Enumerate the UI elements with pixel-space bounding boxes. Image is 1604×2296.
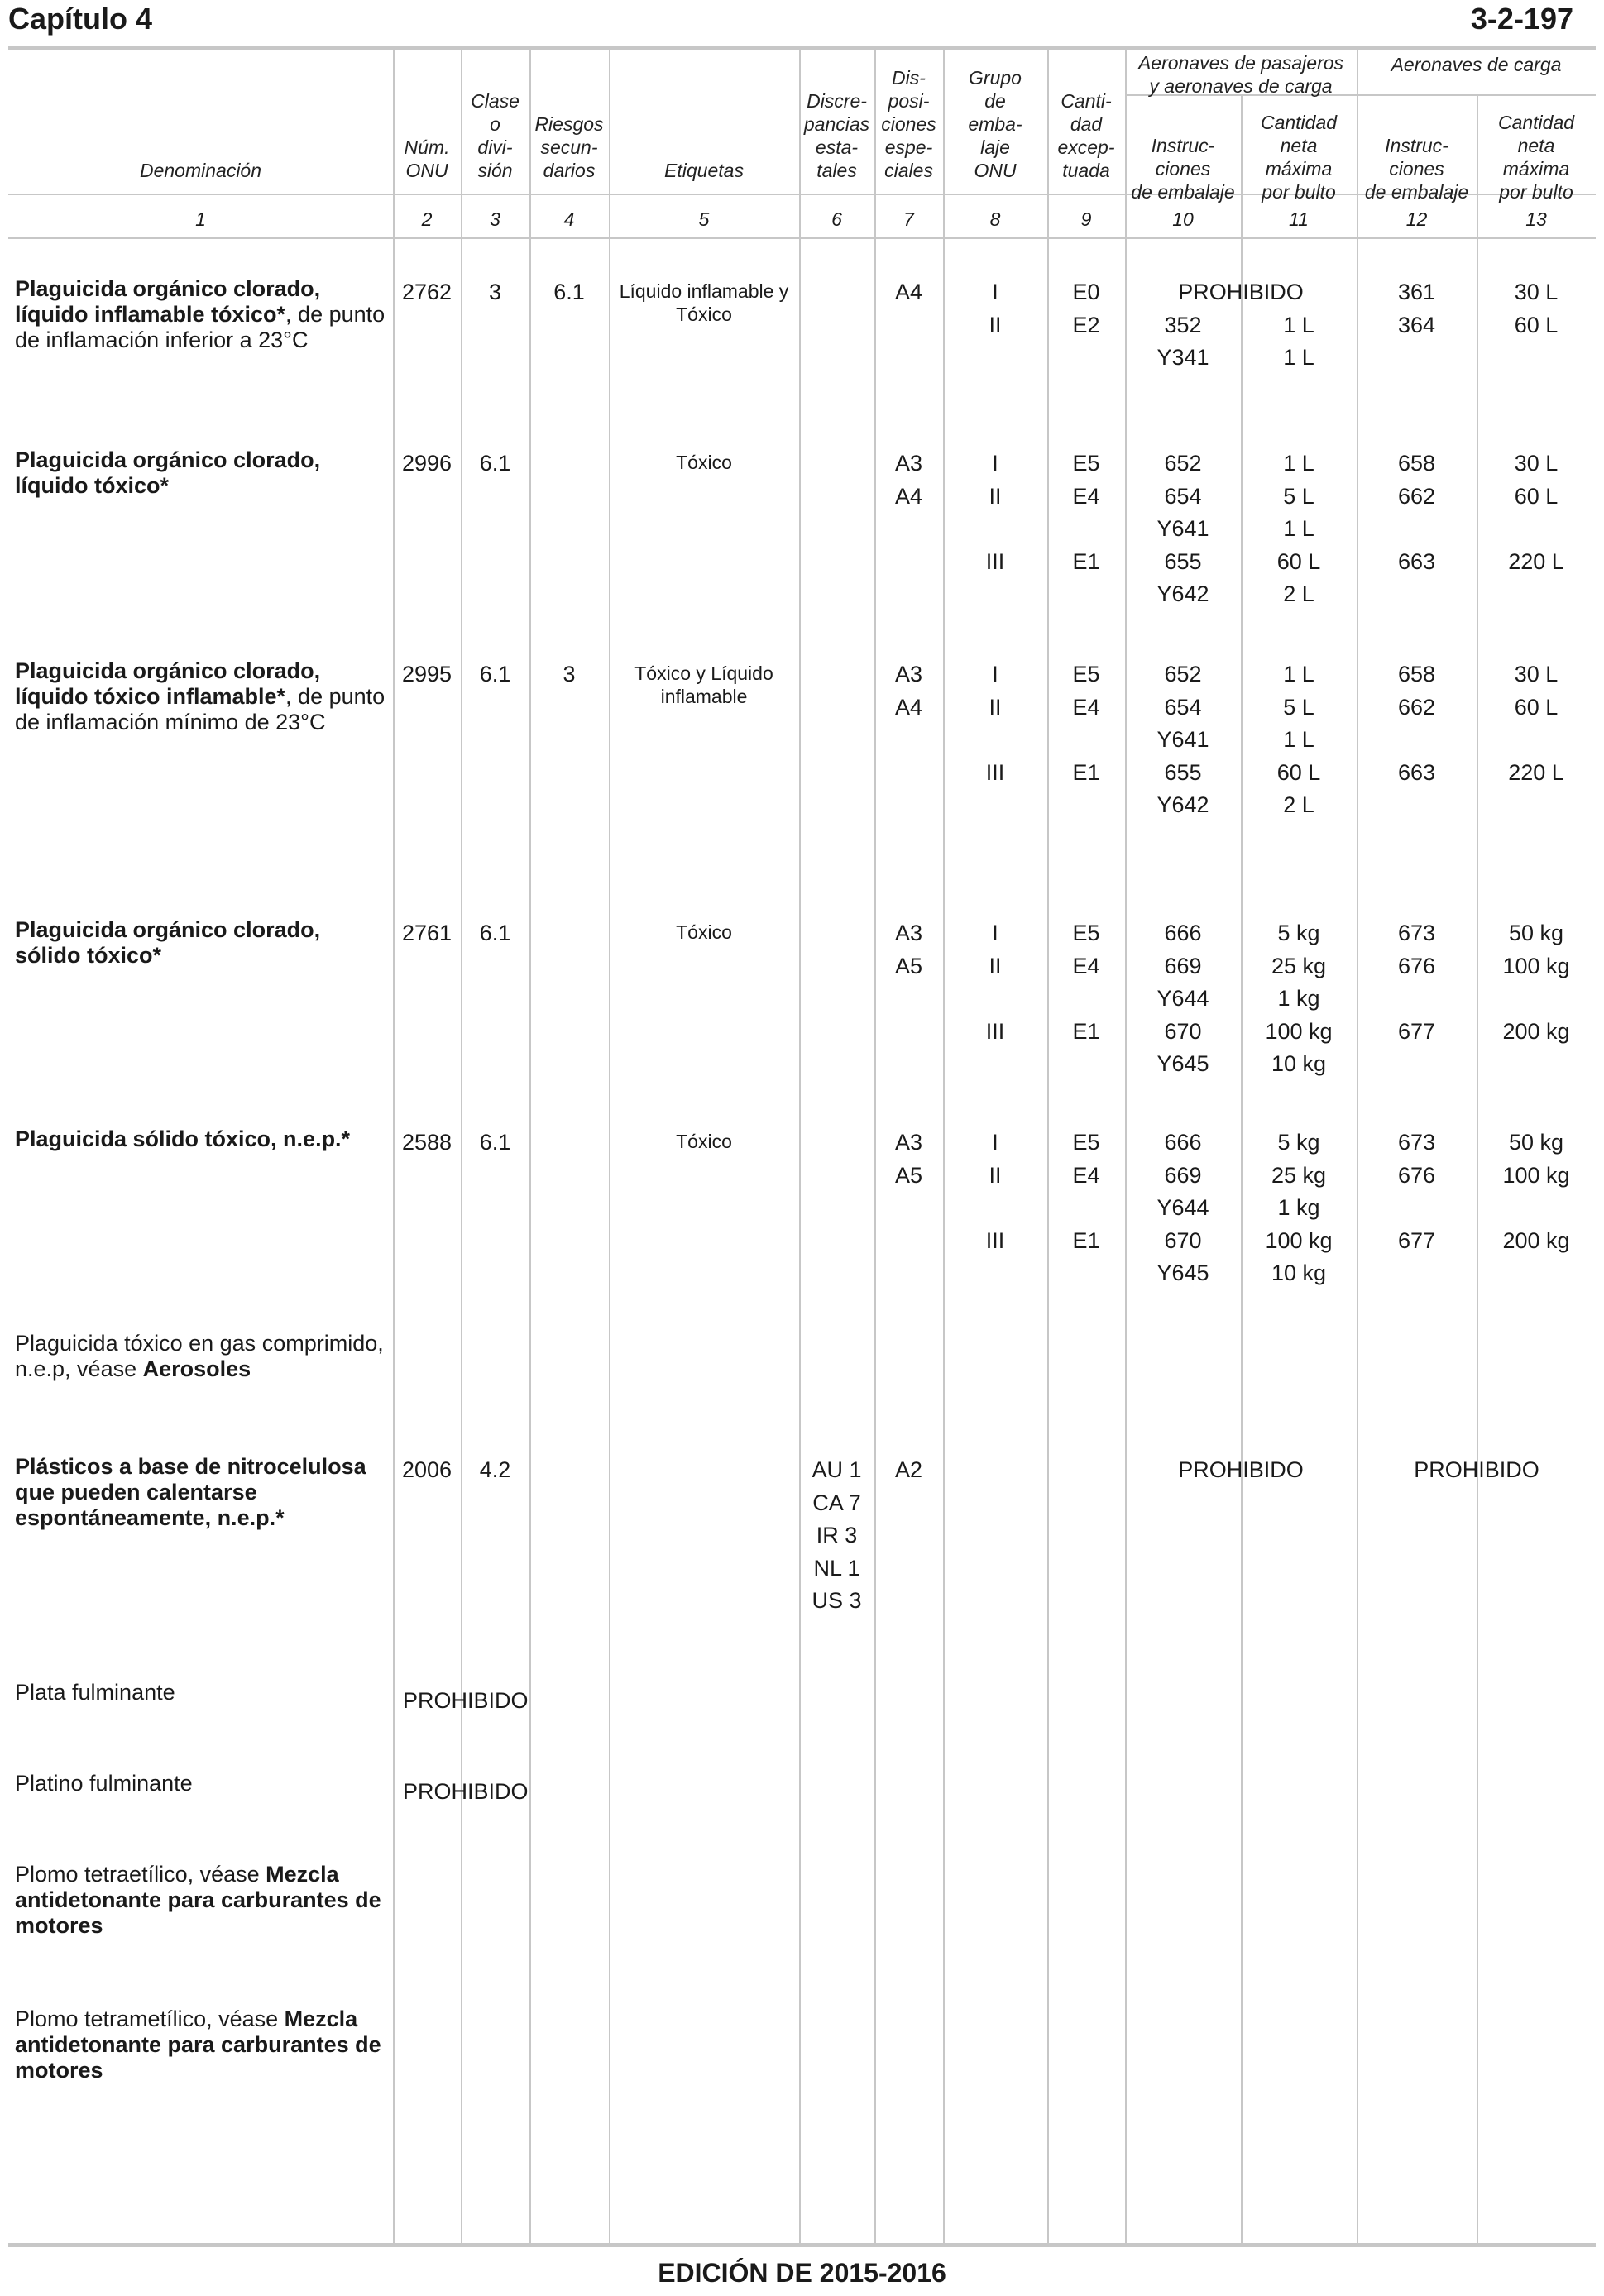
header-line: Grupo xyxy=(969,67,1022,88)
header-line: divi- xyxy=(477,136,513,158)
cargo-max-quantity: 30 L xyxy=(1514,451,1559,476)
header-line: Etiquetas xyxy=(664,160,744,181)
entry-name xyxy=(15,2007,391,2083)
col-header-pax-instructions xyxy=(1125,134,1241,203)
hazard-labels: Tóxico xyxy=(676,452,732,473)
header-line: pancias xyxy=(803,113,870,135)
passenger-max-quantity: 100 kg xyxy=(1265,1018,1333,1044)
passenger-packing-instruction: Y644 xyxy=(1156,1195,1209,1220)
cargo-packing-instruction: 677 xyxy=(1397,1227,1436,1253)
header-line: Canti- xyxy=(1061,90,1112,112)
entry-name-bold: Plaguicida orgánico clorado, líquido tóxico inflamable* xyxy=(15,658,321,709)
header-line: espe- xyxy=(884,136,933,158)
col-header-un xyxy=(393,136,461,182)
column-number: 5 xyxy=(698,208,710,230)
hazard-class: 6.1 xyxy=(479,921,511,945)
special-provision: A4 xyxy=(894,483,923,509)
cargo-max-quantity: 50 kg xyxy=(1508,1130,1564,1155)
excepted-quantity: E4 xyxy=(1072,953,1100,978)
col-header-passenger-cargo-group xyxy=(1125,51,1357,98)
passenger-prohibited: PROHIBIDO xyxy=(1178,1457,1304,1482)
header-line: dad xyxy=(1070,113,1103,135)
packing-group: II xyxy=(989,1162,1002,1188)
header-line: Instruc- xyxy=(1385,135,1448,156)
page-number: 3-2-197 xyxy=(1470,2,1573,36)
un-prohibited: PROHIBIDO xyxy=(403,1779,529,1804)
subsidiary-risk: 3 xyxy=(563,662,576,686)
entry-name-bold: Mezcla antidetonante para carburantes de motores xyxy=(15,2007,381,2083)
hazard-class: 4.2 xyxy=(479,1457,511,1482)
passenger-max-quantity: 60 L xyxy=(1276,548,1321,574)
header-line: ONU xyxy=(405,160,448,181)
passenger-packing-instruction: 652 xyxy=(1164,662,1202,686)
cargo-packing-instruction: 663 xyxy=(1397,548,1436,574)
excepted-quantity: E1 xyxy=(1072,759,1100,785)
bottom-rule xyxy=(8,2243,1596,2247)
entry-name xyxy=(15,1771,391,1796)
header-line: de xyxy=(984,90,1006,112)
cargo-packing-instruction: 658 xyxy=(1397,451,1436,476)
hazard-labels: Tóxico xyxy=(676,921,732,943)
state-variation: CA 7 xyxy=(812,1490,861,1515)
un-number: 2762 xyxy=(401,280,452,304)
cargo-packing-instruction: 676 xyxy=(1397,953,1436,978)
cargo-packing-instruction: 677 xyxy=(1397,1018,1436,1044)
state-variation: AU 1 xyxy=(812,1457,862,1482)
passenger-packing-instruction: Y644 xyxy=(1156,986,1209,1011)
header-line: Cantidad xyxy=(1260,112,1338,133)
cargo-max-quantity: 30 L xyxy=(1514,280,1559,304)
un-number: 2761 xyxy=(401,921,452,945)
cargo-max-quantity: 100 kg xyxy=(1502,953,1570,978)
passenger-max-quantity: 60 L xyxy=(1276,759,1321,785)
cargo-packing-instruction: 662 xyxy=(1397,483,1436,509)
cargo-max-quantity: 60 L xyxy=(1514,312,1559,337)
cargo-packing-instruction: 676 xyxy=(1397,1162,1436,1188)
col-header-class xyxy=(461,89,529,182)
state-variation: IR 3 xyxy=(816,1523,858,1547)
passenger-max-quantity: 1 L xyxy=(1283,662,1314,686)
header-line: Núm. xyxy=(404,136,450,158)
passenger-packing-instruction: Y641 xyxy=(1156,516,1209,541)
packing-group: III xyxy=(985,548,1005,574)
un-number: 2588 xyxy=(401,1130,452,1155)
excepted-quantity: E5 xyxy=(1072,451,1100,476)
header-line: tuada xyxy=(1062,160,1110,181)
passenger-max-quantity: 25 kg xyxy=(1271,1162,1327,1188)
passenger-prohibited: PROHIBIDO xyxy=(1178,280,1304,304)
header-line: Aeronaves de carga xyxy=(1391,54,1562,75)
header-line: darios xyxy=(543,160,596,181)
state-variation: NL 1 xyxy=(813,1555,860,1581)
passenger-packing-instruction: 352 xyxy=(1164,312,1202,337)
passenger-max-quantity: 1 L xyxy=(1283,451,1314,476)
cargo-max-quantity: 100 kg xyxy=(1502,1162,1570,1188)
un-number: 2996 xyxy=(401,451,452,476)
entry-name-text: Plaguicida tóxico en gas comprimido, n.e.p, véase xyxy=(15,1331,384,1381)
header-line: Aeronaves de pasajeros xyxy=(1137,52,1344,74)
passenger-packing-instruction: Y642 xyxy=(1156,792,1209,817)
excepted-quantity: E1 xyxy=(1072,1018,1100,1044)
header-line: o xyxy=(490,113,500,135)
special-provision: A4 xyxy=(894,694,923,720)
column-number: 7 xyxy=(903,208,914,230)
entry-name xyxy=(15,1680,391,1705)
header-line: máxima xyxy=(1265,158,1333,179)
column-number: 11 xyxy=(1289,208,1309,230)
packing-group: II xyxy=(989,953,1002,978)
entry-name-bold: Aerosoles xyxy=(142,1356,251,1381)
column-number: 2 xyxy=(421,208,433,230)
passenger-max-quantity: 10 kg xyxy=(1271,1260,1327,1285)
entry-name-bold: Mezcla antidetonante para carburantes de motores xyxy=(15,1862,381,1938)
packing-group: II xyxy=(989,483,1002,509)
excepted-quantity: E2 xyxy=(1072,312,1100,337)
excepted-quantity: E5 xyxy=(1072,662,1100,686)
column-number: 9 xyxy=(1080,208,1092,230)
header-line: ciales xyxy=(884,160,933,181)
header-line: Instruc- xyxy=(1151,135,1215,156)
header-line: ciones xyxy=(1389,158,1444,179)
state-variation: US 3 xyxy=(812,1588,862,1613)
excepted-quantity: E5 xyxy=(1072,921,1100,945)
special-provision: A3 xyxy=(894,921,923,945)
passenger-max-quantity: 2 L xyxy=(1283,792,1314,817)
passenger-max-quantity: 1 L xyxy=(1283,345,1314,370)
col-header-name xyxy=(8,159,393,182)
cargo-max-quantity: 220 L xyxy=(1508,548,1564,574)
column-number: 3 xyxy=(490,208,500,230)
passenger-max-quantity: 1 L xyxy=(1283,727,1314,752)
entry-name-text: Plomo tetraetílico, véase xyxy=(15,1862,266,1887)
chapter-title: Capítulo 4 xyxy=(8,2,153,36)
passenger-packing-instruction: 652 xyxy=(1164,451,1202,476)
excepted-quantity: E0 xyxy=(1072,280,1100,304)
cargo-max-quantity: 220 L xyxy=(1508,759,1564,785)
entry-name-text: Plomo tetrametílico, véase xyxy=(15,2007,285,2031)
header-line: excep- xyxy=(1057,136,1115,158)
entry-name-bold: Plaguicida orgánico clorado, líquido inflamable tóxico* xyxy=(15,276,321,327)
passenger-max-quantity: 100 kg xyxy=(1265,1227,1333,1253)
special-provision: A5 xyxy=(894,1162,923,1188)
column-number: 12 xyxy=(1405,208,1428,230)
hazard-labels: Líquido inflamable y Tóxico xyxy=(619,280,789,325)
cargo-packing-instruction: 662 xyxy=(1397,694,1436,720)
entry-name-bold: Plaguicida sólido tóxico, n.e.p.* xyxy=(15,1126,351,1151)
passenger-max-quantity: 1 L xyxy=(1283,516,1314,541)
un-prohibited: PROHIBIDO xyxy=(403,1688,529,1713)
excepted-quantity: E4 xyxy=(1072,483,1100,509)
special-provision: A3 xyxy=(894,1130,923,1155)
passenger-packing-instruction: 666 xyxy=(1164,921,1202,945)
column-number: 6 xyxy=(831,208,842,230)
cargo-prohibited: PROHIBIDO xyxy=(1414,1457,1539,1482)
un-number: 2995 xyxy=(401,662,452,686)
header-line: emba- xyxy=(968,113,1022,135)
header-line: esta- xyxy=(815,136,859,158)
passenger-packing-instruction: Y642 xyxy=(1156,581,1209,606)
col-header-special-provisions xyxy=(874,66,943,182)
hazard-class: 6.1 xyxy=(479,451,511,476)
col-header-pax-quantity xyxy=(1241,111,1357,203)
packing-group: II xyxy=(989,694,1002,720)
packing-group: III xyxy=(985,759,1005,785)
cargo-max-quantity: 30 L xyxy=(1514,662,1559,686)
header-line: y aeronaves de carga xyxy=(1149,75,1333,97)
entry-name-bold: Plásticos a base de nitrocelulosa que pueden calentarse espontáneamente, n.e.p.* xyxy=(15,1454,366,1530)
hazard-class: 6.1 xyxy=(479,662,511,686)
col-header-excepted-qty xyxy=(1047,89,1125,182)
header-line: posi- xyxy=(888,90,930,112)
entry-name-text: Plata fulminante xyxy=(15,1680,175,1705)
entry-name-text: , de punto de inflamación mínimo de 23°C xyxy=(15,684,385,734)
cargo-packing-instruction: 673 xyxy=(1397,1130,1436,1155)
cargo-packing-instruction: 364 xyxy=(1397,312,1436,337)
passenger-packing-instruction: Y645 xyxy=(1156,1260,1209,1285)
special-provision: A3 xyxy=(894,451,923,476)
passenger-packing-instruction: Y341 xyxy=(1156,345,1209,370)
passenger-packing-instruction: 654 xyxy=(1164,694,1202,720)
cargo-max-quantity: 60 L xyxy=(1514,483,1559,509)
passenger-packing-instruction: 670 xyxy=(1164,1227,1202,1253)
special-provision: A2 xyxy=(894,1457,923,1482)
header-line: por bulto xyxy=(1262,181,1336,203)
edition-footer: EDICIÓN DE 2015-2016 xyxy=(658,2258,946,2288)
header-line: Clase xyxy=(471,90,520,112)
header-line: máxima xyxy=(1502,158,1570,179)
entry-name xyxy=(15,1862,391,1939)
passenger-packing-instruction: 655 xyxy=(1164,548,1202,574)
cargo-max-quantity: 200 kg xyxy=(1502,1018,1570,1044)
header-line: secun- xyxy=(540,136,598,158)
col-header-cargo-quantity xyxy=(1477,111,1596,203)
special-provision: A4 xyxy=(894,280,923,304)
hazard-class: 3 xyxy=(488,280,502,304)
header-line: ONU xyxy=(974,160,1017,181)
cargo-max-quantity: 200 kg xyxy=(1502,1227,1570,1253)
packing-group: I xyxy=(992,1130,998,1155)
column-number: 10 xyxy=(1172,208,1194,230)
packing-group: I xyxy=(992,280,998,304)
passenger-max-quantity: 10 kg xyxy=(1271,1051,1327,1076)
cargo-packing-instruction: 673 xyxy=(1397,921,1436,945)
column-number: 13 xyxy=(1525,208,1547,230)
header-line: sión xyxy=(477,160,513,181)
passenger-max-quantity: 5 kg xyxy=(1277,921,1320,945)
header-line: de embalaje xyxy=(1364,181,1469,203)
hazard-labels: Tóxico xyxy=(676,1131,732,1152)
cargo-max-quantity: 50 kg xyxy=(1508,921,1564,945)
header-line: neta xyxy=(1280,135,1318,156)
excepted-quantity: E1 xyxy=(1072,1227,1100,1253)
header-line: por bulto xyxy=(1499,181,1573,203)
packing-group: III xyxy=(985,1018,1005,1044)
packing-group: II xyxy=(989,312,1002,337)
cargo-packing-instruction: 658 xyxy=(1397,662,1436,686)
passenger-packing-instruction: 669 xyxy=(1164,1162,1202,1188)
passenger-packing-instruction: 669 xyxy=(1164,953,1202,978)
column-number: 8 xyxy=(989,208,1001,230)
header-line: ciones xyxy=(1155,158,1211,179)
entry-name-bold: Plaguicida orgánico clorado, sólido tóxico* xyxy=(15,917,321,968)
header-line: neta xyxy=(1517,135,1555,156)
col-header-subsidiary xyxy=(529,112,609,182)
packing-group: I xyxy=(992,921,998,945)
entry-name-text: Platino fulminante xyxy=(15,1771,193,1796)
col-header-cargo-group xyxy=(1357,53,1596,76)
header-line: Dis- xyxy=(892,67,926,88)
cargo-max-quantity: 60 L xyxy=(1514,694,1559,720)
header-line: Denominación xyxy=(139,160,262,181)
cargo-packing-instruction: 361 xyxy=(1397,280,1436,304)
special-provision: A5 xyxy=(894,953,923,978)
passenger-packing-instruction: 654 xyxy=(1164,483,1202,509)
hazard-labels: Tóxico y Líquido inflamable xyxy=(634,662,773,707)
passenger-packing-instruction: 666 xyxy=(1164,1130,1202,1155)
passenger-packing-instruction: 655 xyxy=(1164,759,1202,785)
passenger-packing-instruction: Y641 xyxy=(1156,727,1209,752)
header-line: ciones xyxy=(881,113,936,135)
entry-name-bold: Plaguicida orgánico clorado, líquido tóxico* xyxy=(15,447,321,498)
passenger-packing-instruction: Y645 xyxy=(1156,1051,1209,1076)
hazard-class: 6.1 xyxy=(479,1130,511,1155)
passenger-max-quantity: 5 L xyxy=(1283,694,1314,720)
subsidiary-risk: 6.1 xyxy=(553,280,585,304)
packing-group: I xyxy=(992,451,998,476)
col-header-variations xyxy=(799,89,874,182)
special-provision: A3 xyxy=(894,662,923,686)
excepted-quantity: E1 xyxy=(1072,548,1100,574)
excepted-quantity: E4 xyxy=(1072,694,1100,720)
header-line: Riesgos xyxy=(534,113,604,135)
excepted-quantity: E4 xyxy=(1072,1162,1100,1188)
header-line: Cantidad xyxy=(1497,112,1575,133)
header-line: de embalaje xyxy=(1131,181,1235,203)
header-line: Discre- xyxy=(807,90,867,112)
passenger-max-quantity: 2 L xyxy=(1283,581,1314,606)
col-header-labels xyxy=(609,159,799,182)
passenger-max-quantity: 1 L xyxy=(1283,312,1314,337)
col-header-packing-group xyxy=(943,66,1047,182)
entry-name xyxy=(15,1331,391,1382)
cargo-packing-instruction: 663 xyxy=(1397,759,1436,785)
passenger-max-quantity: 1 kg xyxy=(1277,1195,1320,1220)
passenger-max-quantity: 5 L xyxy=(1283,483,1314,509)
column-number: 4 xyxy=(563,208,575,230)
passenger-max-quantity: 25 kg xyxy=(1271,953,1327,978)
passenger-max-quantity: 5 kg xyxy=(1277,1130,1320,1155)
column-number: 1 xyxy=(195,208,206,230)
header-line: tales xyxy=(816,160,857,181)
un-number: 2006 xyxy=(401,1457,452,1482)
col-header-cargo-instructions xyxy=(1357,134,1477,203)
excepted-quantity: E5 xyxy=(1072,1130,1100,1155)
packing-group: I xyxy=(992,662,998,686)
passenger-max-quantity: 1 kg xyxy=(1277,986,1320,1011)
passenger-packing-instruction: 670 xyxy=(1164,1018,1202,1044)
header-line: laje xyxy=(980,136,1010,158)
entry-name-text: , de punto de inflamación inferior a 23°C xyxy=(15,302,385,352)
packing-group: III xyxy=(985,1227,1005,1253)
